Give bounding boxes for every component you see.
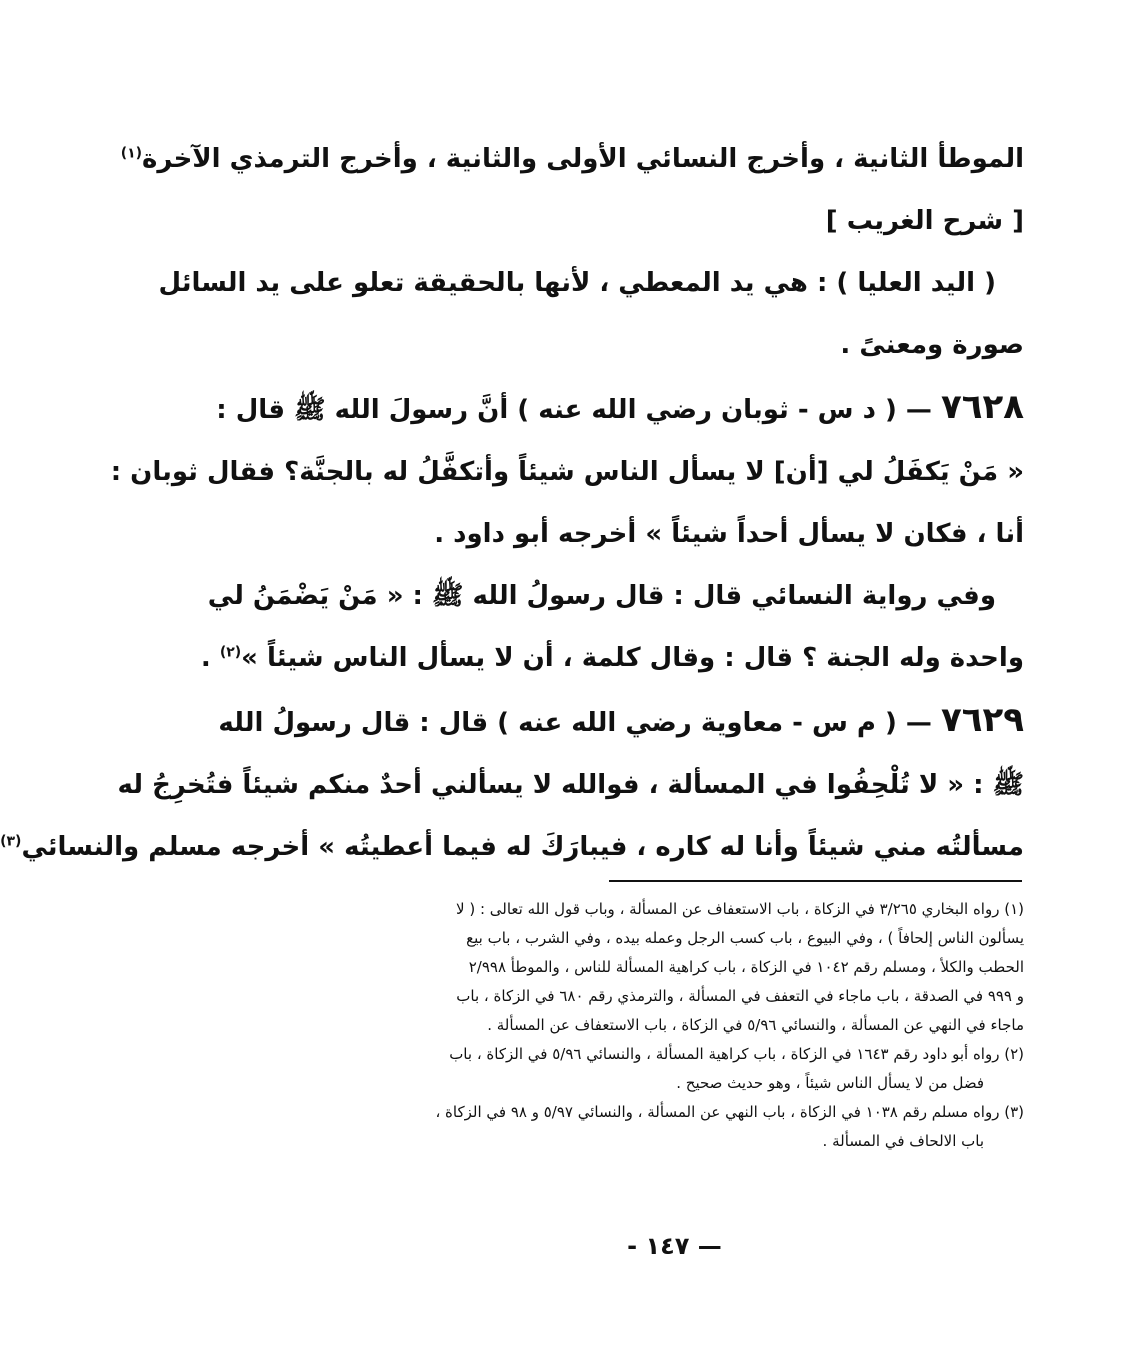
footnote-ref-1: (١) bbox=[120, 145, 143, 162]
text-line: ﷺ : « لا تُلْحِفُوا في المسألة ، فوالله لا يسألني أحدٌ منكم شيئاً فتُخرِجُ له bbox=[117, 770, 1024, 800]
section-heading: [ شرح الغريب ] bbox=[825, 206, 1024, 236]
footnote-3-line: (٣) رواه مسلم رقم ١٠٣٨ في الزكاة ، باب النهي عن المسألة ، والنسائي ٥/٩٧ و ٩٨ في الزكاة ، bbox=[435, 1103, 1024, 1121]
section-heading-line bbox=[322, 190, 1024, 252]
footnote-1-line: ماجاء في النهي عن المسألة ، والنسائي ٥/٩٦ في الزكاة ، باب الاستعفاف عن المسألة . bbox=[487, 1016, 1024, 1034]
hadith-number: ٧٦٢٨ bbox=[940, 387, 1024, 427]
footnote-ref-2: (٢) bbox=[219, 644, 242, 661]
text-line: صورة ومعنىً . bbox=[840, 330, 1024, 360]
footnote-1-line: الحطب والكلأ ، ومسلم رقم ١٠٤٢ في الزكاة ، باب كراهية المسألة للناس ، والموطأ ٢/٩٩٨ bbox=[468, 958, 1024, 976]
text-line: مسألتُه مني شيئاً وأنا له كاره ، فيبارَكَ له فيما أعطيتُه » أخرجه مسلم والنسائي$^{(٣)}$ bbox=[0, 832, 1024, 862]
footnote-1-line: يسألون الناس إلحافاً ) ، وفي البيوع ، باب كسب الرجل وعمله بيده ، وفي الشرب ، باب بيع bbox=[466, 929, 1024, 947]
footnote-2-line: فضل من لا يسأل الناس شيئاً ، وهو حديث صحيح . bbox=[676, 1074, 984, 1092]
hadith-heading-7629: ٧٦٢٩ — ( م س - معاوية رضي الله عنه ) قال : قال رسولُ الله bbox=[218, 700, 1024, 740]
text-line: ( اليد العليا ) : هي يد المعطي ، لأنها بالحقيقة تعلو على يد السائل bbox=[158, 268, 996, 298]
text-line: « مَنْ يَكفَلُ لي [أن] لا يسأل الناس شيئاً وأتكفَّلُ له بالجنَّة؟ فقال ثوبان : bbox=[110, 457, 1024, 487]
page-number: — ١٤٧ - bbox=[627, 1232, 722, 1260]
footnote-1-line: (١) رواه البخاري ٣/٢٦٥ في الزكاة ، باب الاستعفاف عن المسألة ، وباب قول الله تعالى : ( لا bbox=[456, 900, 1024, 918]
footnote-1-line: و ٩٩٩ في الصدقة ، باب ماجاء في التعفف في المسألة ، والترمذي رقم ٦٨٠ في الزكاة ، باب bbox=[456, 987, 1024, 1005]
text-line: الموطأ الثانية ، وأخرج النسائي الأولى والثانية ، وأخرج الترمذي الآخرة$^{(١)}$ bbox=[120, 144, 1024, 174]
text-line: وفي رواية النسائي قال : قال رسولُ الله ﷺ : « مَنْ يَضْمَنُ لي bbox=[207, 581, 996, 611]
hadith-heading-7628: ٧٦٢٨ — ( د س - ثوبان رضي الله عنه ) أنَّ رسولَ الله ﷺ قال : bbox=[216, 387, 1024, 427]
footnote-3-line: باب الالحاف في المسألة . bbox=[822, 1132, 984, 1150]
text-line: واحدة وله الجنة ؟ قال : وقال كلمة ، أن لا يسأل الناس شيئاً »$^{(٢)}$ . bbox=[200, 643, 1024, 673]
footnote-ref-3: (٣) bbox=[0, 833, 22, 850]
footnote-divider bbox=[609, 880, 1022, 882]
footnotes bbox=[322, 895, 1024, 1156]
footnote-2-line: (٢) رواه أبو داود رقم ١٦٤٣ في الزكاة ، باب كراهية المسألة ، والنسائي ٥/٩٦ في الزكاة ، باب bbox=[449, 1045, 1024, 1063]
hadith-number: ٧٦٢٩ bbox=[940, 700, 1024, 740]
text-line: أنا ، فكان لا يسأل أحداً شيئاً » أخرجه أبو داود . bbox=[434, 519, 1024, 549]
main-text bbox=[0, 128, 1024, 878]
